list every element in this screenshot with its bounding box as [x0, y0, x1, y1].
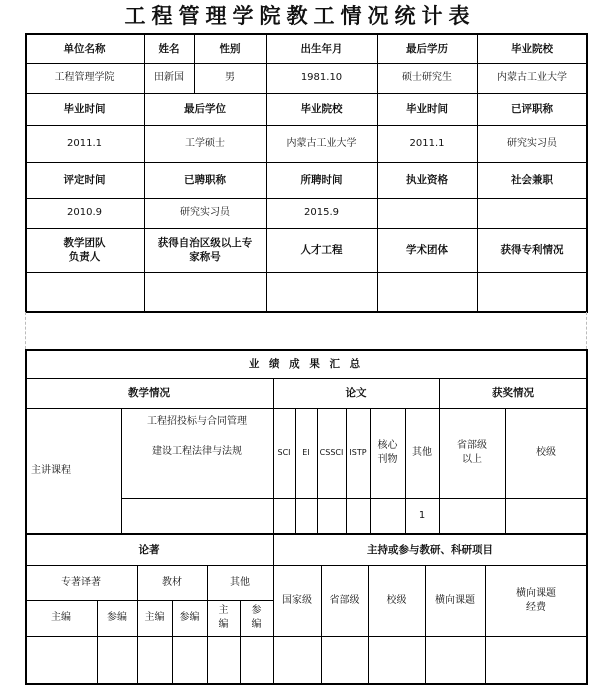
header-grad-time: 毕业时间: [63, 103, 106, 115]
award-col-school: 校级: [536, 447, 556, 458]
value-name: 田新国: [154, 72, 184, 83]
header-education: 最后学历: [406, 42, 448, 55]
paper-col-ei: EI: [302, 448, 310, 457]
paper-count-ei: [295, 498, 317, 533]
paper-col-istp: ISTP: [349, 448, 367, 457]
book-sub-coeditor: 参编: [179, 612, 200, 623]
course-item: 工程招投标与合同管理: [147, 416, 247, 427]
paper-col-cssci: CSSCI: [319, 448, 344, 457]
header-title: 已评职称: [511, 103, 553, 115]
book-sub-editor: 主编: [144, 612, 165, 623]
project-col-funding: 横向课题 经费: [516, 587, 556, 613]
page-title: 工程管理学院教工情况统计表: [124, 4, 476, 28]
paper-count-other: 1: [418, 509, 426, 521]
value-talent: [266, 272, 377, 312]
teaching-header: 教学情况: [128, 387, 170, 399]
main-courses-label: 主讲课程: [31, 464, 71, 476]
project-col-national: 国家级: [282, 594, 312, 606]
header-degree-time: 毕业时间: [406, 103, 448, 115]
header-team-leader: 教学团队 负责人: [63, 237, 106, 263]
paper-count-istp: [346, 498, 370, 533]
project-col-school: 校级: [386, 594, 407, 606]
value-academic: [377, 272, 477, 312]
project-col-provincial: 省部级: [329, 594, 360, 606]
header-expert-title: 获得自治区级以上专 家称号: [157, 237, 253, 263]
value-degree-time: 2011.1: [409, 137, 445, 149]
header-birth: 出生年月: [300, 42, 343, 55]
value-degree: 工学硕士: [185, 137, 225, 149]
value-gender: 男: [225, 72, 235, 83]
header-unit: 单位名称: [63, 42, 106, 55]
header-eval-time: 评定时间: [63, 174, 106, 186]
header-hired-title: 已聘职称: [184, 174, 226, 186]
book-sub-coeditor: 参编: [107, 612, 127, 623]
book-sub-editor: 主编: [51, 612, 71, 623]
header-name: 姓名: [158, 42, 180, 55]
header-qualification: 执业资格: [406, 174, 448, 186]
header-hired-time: 所聘时间: [300, 174, 343, 186]
value-school: 内蒙古工业大学: [497, 72, 567, 83]
value-birth: 1981.10: [300, 72, 343, 83]
project-col-horizontal: 横向课题: [435, 594, 475, 606]
value-hired-time: 2015.9: [304, 207, 339, 218]
course-item: 建设工程法律与法规: [152, 446, 242, 457]
value-patent: [477, 272, 587, 312]
value-grad-time: 2011.1: [67, 137, 102, 149]
paper-count-cssci: [317, 498, 346, 533]
value-title: 研究实习员: [507, 137, 557, 149]
projects-header: 主持或参与教研、科研项目: [367, 544, 493, 556]
page-gap: [25, 312, 587, 349]
header-degree: 最后学位: [184, 103, 226, 115]
paper-col-sci: SCI: [277, 448, 291, 457]
header-talent: 人才工程: [300, 244, 343, 256]
book-col-textbook: 教材: [162, 576, 182, 588]
value-hired-title: 研究实习员: [180, 207, 230, 218]
paper-count-core: [370, 498, 405, 533]
award-count-provincial: [439, 498, 505, 533]
awards-header: 获奖情况: [492, 387, 534, 399]
paper-col-core: 核心 刊物: [377, 440, 398, 465]
paper-count-sci: [273, 498, 295, 533]
book-col-monograph: 专著译著: [61, 576, 101, 588]
book-col-other: 其他: [230, 576, 250, 588]
achievements-title: 业 绩 成 果 汇 总: [248, 358, 364, 370]
award-count-school: [505, 498, 587, 533]
value-team-leader: [25, 272, 144, 312]
header-gender: 性别: [219, 42, 241, 55]
value-education: 硕士研究生: [402, 72, 452, 83]
paper-col-other: 其他: [412, 447, 432, 458]
header-social: 社会兼职: [511, 174, 553, 186]
papers-header: 论文: [345, 387, 367, 399]
value-unit: 工程管理学院: [54, 72, 115, 83]
header-school: 毕业院校: [511, 42, 553, 55]
header-degree-school: 毕业院校: [300, 103, 343, 115]
value-social: [477, 198, 587, 228]
value-expert-title: [144, 272, 266, 312]
award-col-provincial: 省部级 以上: [457, 440, 487, 465]
value-eval-time: 2010.9: [67, 207, 102, 218]
books-header: 论著: [138, 544, 160, 556]
value-qualification: [377, 198, 477, 228]
header-patent: 获得专利情况: [500, 244, 564, 256]
header-academic: 学术团体: [406, 244, 448, 256]
book-sub-coeditor: 参 编: [251, 605, 262, 630]
value-degree-school: 内蒙古工业大学: [286, 137, 357, 149]
book-sub-editor: 主 编: [218, 605, 229, 630]
